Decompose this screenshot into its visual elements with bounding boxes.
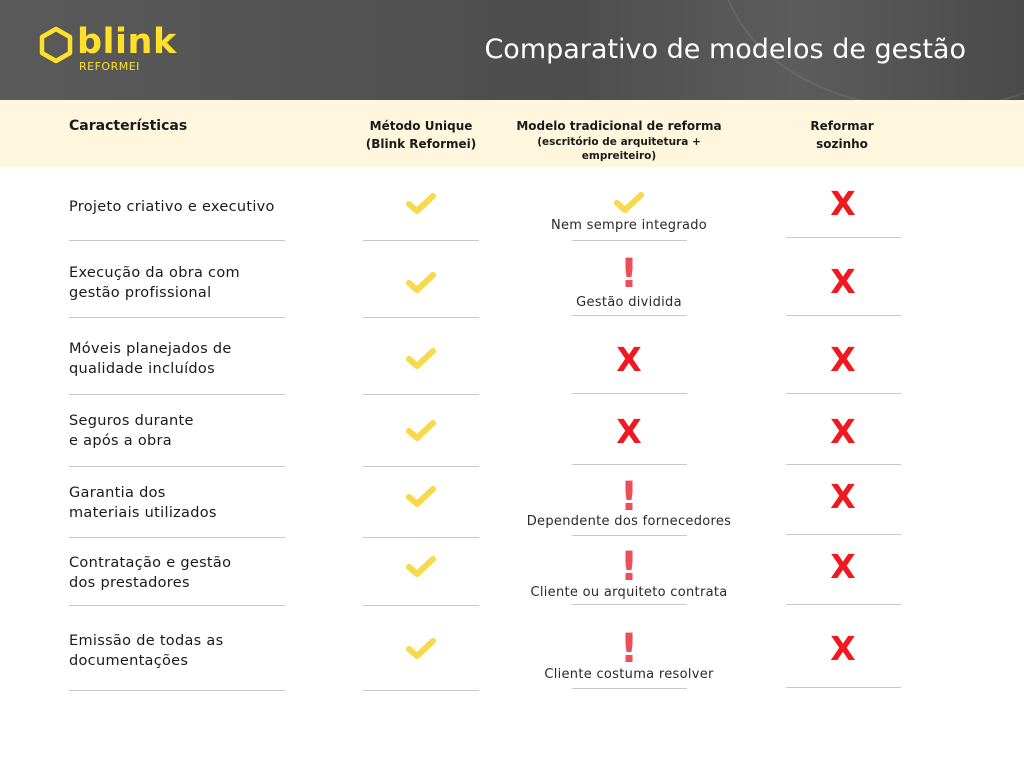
row-divider [69, 537, 285, 538]
column-header-traditional [504, 117, 734, 163]
traditional-note: Nem sempre integrado [550, 218, 708, 233]
exclamation-icon: ! [619, 474, 639, 520]
x-icon: X [830, 412, 856, 451]
column-header-traditional-title: Modelo tradicional de reforma [516, 119, 722, 133]
row-divider [786, 464, 901, 465]
feature-label: Contratação e gestão dos prestadores [69, 555, 232, 591]
check-icon [404, 418, 438, 444]
row-divider [572, 604, 687, 605]
column-header-features: Características [69, 118, 188, 134]
traditional-note: Dependente dos fornecedores [526, 514, 732, 529]
check-icon [404, 484, 438, 510]
row-divider [69, 466, 285, 467]
x-icon: X [830, 547, 856, 586]
exclamation-icon: ! [619, 251, 639, 297]
check-icon [404, 636, 438, 662]
check-icon [404, 554, 438, 580]
row-divider [572, 688, 687, 689]
row-divider [69, 240, 285, 241]
check-icon [404, 191, 438, 217]
x-icon: X [616, 340, 642, 379]
row-divider [786, 393, 901, 394]
row-divider [786, 315, 901, 316]
page-title: Comparativo de modelos de gestão [484, 34, 966, 65]
row-divider [69, 394, 285, 395]
column-header-solo: Reformar sozinho [810, 119, 874, 151]
traditional-note: Cliente ou arquiteto contrata [530, 585, 728, 600]
row-divider [69, 605, 285, 606]
x-icon: X [616, 412, 642, 451]
row-divider [363, 537, 479, 538]
header-bar [0, 0, 1024, 100]
check-icon [404, 270, 438, 296]
logo-subtitle: REFORMEI [79, 60, 140, 73]
feature-label: Execução da obra com gestão profissional [69, 265, 240, 301]
feature-label: Seguros durante e após a obra [69, 413, 194, 449]
hexagon-icon [38, 26, 74, 64]
column-header-unique [363, 117, 479, 153]
feature-label: Garantia dos materiais utilizados [69, 485, 217, 521]
brand-logo [38, 22, 178, 76]
row-divider [572, 464, 687, 465]
x-icon: X [830, 477, 856, 516]
row-divider [786, 604, 901, 605]
check-icon [404, 346, 438, 372]
column-header-unique-line1: Método Unique [369, 119, 473, 133]
exclamation-icon: ! [619, 544, 639, 590]
exclamation-icon: ! [619, 626, 639, 672]
logo-wordmark: blink [77, 22, 177, 62]
traditional-note: Gestão dividida [576, 295, 682, 310]
row-divider [363, 466, 479, 467]
feature-label: Móveis planejados de qualidade incluídos [69, 341, 232, 377]
traditional-note: Cliente costuma resolver [544, 667, 714, 682]
row-divider [363, 605, 479, 606]
x-icon: X [830, 184, 856, 223]
row-divider [69, 317, 285, 318]
row-divider [786, 687, 901, 688]
x-icon: X [830, 629, 856, 668]
row-divider [572, 393, 687, 394]
column-header-traditional-sub2: empreiteiro) [581, 150, 657, 162]
feature-label: Projeto criativo e executivo [69, 199, 275, 215]
row-divider [69, 690, 285, 691]
feature-label: Emissão de todas as documentações [69, 633, 224, 669]
row-divider [786, 534, 901, 535]
column-header-unique-line2: (Blink Reformei) [365, 137, 477, 151]
row-divider [363, 690, 479, 691]
row-divider [572, 240, 687, 241]
row-divider [572, 535, 687, 536]
column-header-traditional-sub1: (escritório de arquitetura + [537, 136, 701, 148]
row-divider [363, 317, 479, 318]
row-divider [786, 237, 901, 238]
check-icon [612, 190, 646, 216]
row-divider [363, 394, 479, 395]
row-divider [572, 315, 687, 316]
row-divider [363, 240, 479, 241]
x-icon: X [830, 340, 856, 379]
x-icon: X [830, 262, 856, 301]
